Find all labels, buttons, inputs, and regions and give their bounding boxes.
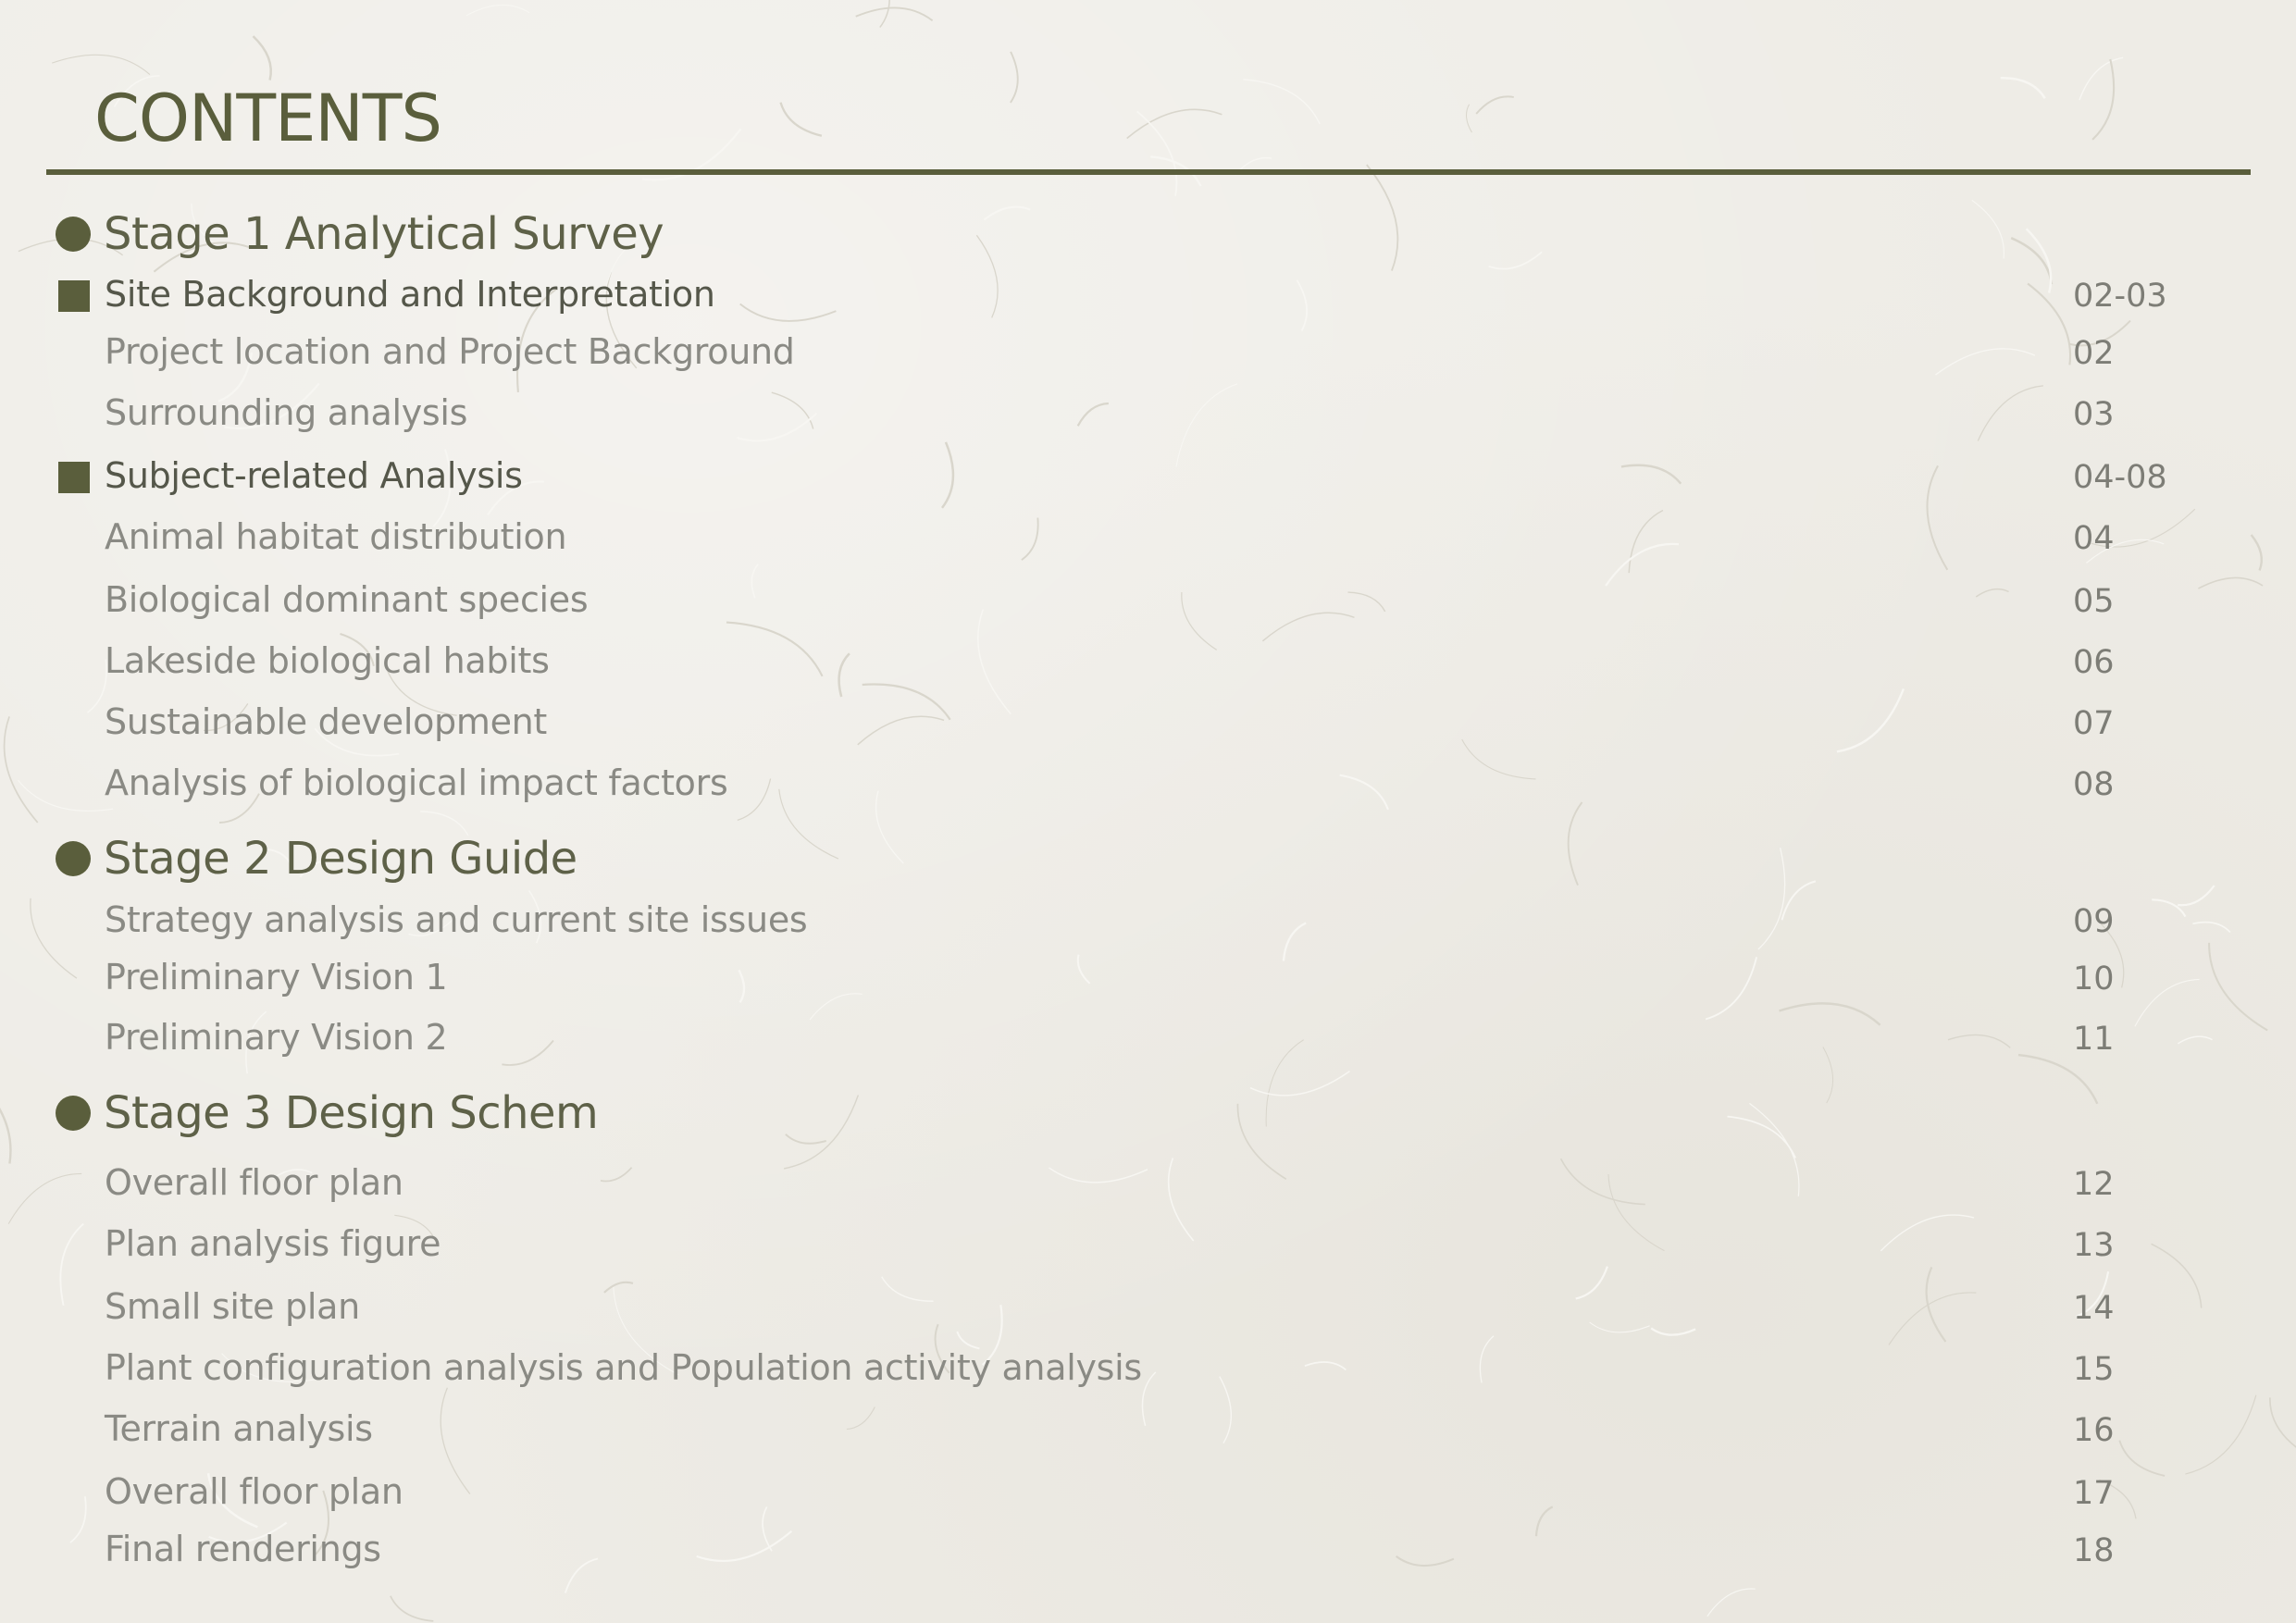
paper-fiber: [2252, 535, 2262, 571]
paper-fiber: [2028, 284, 2070, 365]
paper-fiber: [1536, 1506, 1553, 1536]
toc-entry-label: Animal habitat distribution: [105, 516, 567, 557]
toc-page-number: 11: [2073, 1021, 2115, 1058]
paper-fiber: [839, 653, 850, 697]
paper-fiber: [942, 442, 953, 508]
paper-fiber: [2027, 229, 2052, 292]
stage-heading-1[interactable]: [56, 202, 664, 266]
toc-page-number: 12: [2073, 1166, 2115, 1203]
paper-fiber: [1250, 1072, 1350, 1096]
paper-fiber: [1142, 1372, 1155, 1426]
paper-fiber: [1928, 465, 1948, 569]
paper-fiber: [1462, 739, 1536, 779]
paper-fiber: [1467, 105, 1472, 132]
paper-fiber: [8, 1173, 81, 1223]
paper-fiber: [254, 36, 271, 81]
paper-fiber: [1297, 280, 1307, 331]
paper-fiber: [1972, 200, 2004, 258]
paper-fiber: [565, 1559, 598, 1593]
paper-fiber: [2270, 1397, 2296, 1454]
stage-title: Stage 3 Design Schem: [104, 1087, 599, 1139]
toc-entry-label: Lakeside biological habits: [105, 640, 550, 681]
paper-fiber: [1182, 592, 1217, 650]
toc-entry-label: Overall floor plan: [105, 1471, 403, 1512]
paper-fiber: [1476, 96, 1514, 114]
paper-fiber: [772, 392, 813, 428]
paper-fiber: [1976, 589, 2008, 597]
toc-page-number: 13: [2073, 1227, 2115, 1264]
toc-page-number: 18: [2073, 1532, 2115, 1569]
paper-fiber: [738, 779, 771, 821]
paper-fiber: [1049, 1168, 1148, 1183]
paper-fiber: [1305, 1362, 1347, 1369]
paper-fiber: [2135, 979, 2200, 1026]
paper-fiber: [1758, 848, 1785, 949]
paper-fiber: [1576, 1267, 1607, 1299]
bullet-circle-icon: [56, 841, 91, 876]
paper-fiber: [1176, 384, 1237, 467]
toc-page-number: 02: [2073, 335, 2115, 372]
toc-page-number: 09: [2073, 903, 2115, 940]
paper-fiber: [2185, 1395, 2256, 1474]
toc-page-number: 08: [2073, 766, 2115, 803]
paper-fiber: [1480, 1336, 1494, 1383]
paper-fiber: [1266, 1040, 1304, 1127]
paper-fiber: [502, 1041, 553, 1065]
paper-fiber: [2079, 57, 2123, 100]
paper-fiber: [391, 1596, 433, 1621]
paper-fiber: [786, 1134, 826, 1144]
paper-fiber: [740, 304, 837, 321]
paper-fiber: [2198, 577, 2263, 588]
paper-fiber: [876, 791, 904, 863]
paper-fiber: [1608, 1174, 1665, 1251]
paper-fiber: [1621, 465, 1681, 484]
bullet-square-icon: [58, 462, 90, 493]
paper-fiber: [1606, 544, 1679, 586]
paper-fiber: [1948, 1035, 2010, 1047]
paper-fiber: [1011, 52, 1018, 103]
paper-fiber: [60, 1224, 83, 1306]
toc-page-number: 14: [2073, 1290, 2115, 1327]
toc-entry-label: Sustainable development: [105, 701, 548, 742]
paper-fiber: [1137, 111, 1177, 195]
paper-fiber: [779, 789, 838, 859]
paper-fiber: [858, 716, 944, 745]
paper-fiber: [2178, 1036, 2212, 1044]
bullet-square-icon: [58, 280, 90, 312]
toc-entry-label: Overall floor plan: [105, 1162, 403, 1203]
toc-entry-label: Site Background and Interpretation: [105, 274, 715, 315]
paper-fiber: [1837, 688, 1904, 751]
paper-fiber: [737, 414, 816, 441]
paper-fiber: [1022, 518, 1038, 561]
paper-fiber: [466, 5, 529, 15]
paper-fiber: [1348, 592, 1385, 612]
paper-fiber: [601, 1168, 632, 1182]
paper-fiber: [984, 207, 1030, 220]
paper-fiber: [978, 610, 1011, 714]
paper-fiber: [1782, 881, 1816, 920]
toc-entry-label: Small site plan: [105, 1286, 360, 1327]
paper-fiber: [1978, 386, 2043, 441]
paper-fiber: [5, 716, 38, 823]
paper-fiber: [31, 898, 77, 978]
toc-page-number: 02-03: [2073, 278, 2167, 315]
paper-fiber: [1284, 923, 1306, 961]
stage-heading-2[interactable]: [56, 826, 577, 891]
toc-entry-label: Biological dominant species: [105, 579, 589, 620]
paper-fiber: [1780, 1003, 1880, 1024]
paper-fiber: [751, 564, 758, 599]
paper-fiber: [976, 235, 998, 317]
toc-entry-label: Preliminary Vision 2: [105, 1017, 448, 1058]
toc-entry-label: Terrain analysis: [105, 1408, 373, 1449]
paper-fiber: [1728, 1117, 1796, 1158]
paper-fiber: [847, 1407, 875, 1430]
title-divider: [46, 169, 2251, 175]
paper-fiber: [2209, 943, 2267, 1031]
paper-fiber: [1629, 511, 1663, 574]
toc-page-number: 16: [2073, 1412, 2115, 1449]
toc-page-number: 04-08: [2073, 459, 2167, 496]
paper-fiber: [726, 623, 823, 676]
paper-fiber: [52, 55, 150, 74]
toc-entry-label: Preliminary Vision 1: [105, 957, 448, 997]
paper-fiber: [2001, 78, 2045, 98]
bullet-circle-icon: [56, 217, 91, 252]
paper-fiber: [1169, 1158, 1194, 1242]
paper-fiber: [810, 994, 863, 1020]
paper-fiber: [2119, 1441, 2165, 1476]
paper-fiber: [1340, 775, 1388, 810]
toc-entry-label: Plan analysis figure: [105, 1223, 441, 1264]
stage-title: Stage 1 Analytical Survey: [104, 208, 664, 260]
paper-fiber: [697, 1531, 792, 1561]
paper-fiber: [87, 660, 106, 713]
paper-fiber: [856, 7, 933, 20]
paper-fiber: [604, 1282, 633, 1293]
toc-page-number: 06: [2073, 644, 2115, 681]
paper-fiber: [880, 0, 889, 28]
paper-fiber: [1396, 1556, 1454, 1566]
toc-entry-label: Final renderings: [105, 1529, 381, 1569]
toc-entry-label: Strategy analysis and current site issues: [105, 899, 808, 940]
toc-entry-label: Project location and Project Background: [105, 331, 795, 372]
toc-entry-label: Subject-related Analysis: [105, 455, 523, 496]
bullet-circle-icon: [56, 1096, 91, 1131]
paper-fiber: [2152, 899, 2185, 916]
paper-fiber: [2152, 1244, 2202, 1307]
toc-page-number: 15: [2073, 1351, 2115, 1388]
paper-fiber: [1569, 802, 1582, 886]
paper-fiber: [1078, 403, 1109, 426]
toc-page-number: 05: [2073, 583, 2115, 620]
stage-heading-3[interactable]: [56, 1081, 598, 1146]
paper-fiber: [1651, 1328, 1695, 1334]
paper-fiber: [863, 685, 950, 720]
toc-page-number: 04: [2073, 520, 2115, 557]
paper-fiber: [2178, 886, 2215, 905]
paper-fiber: [738, 970, 744, 1002]
toc-page-number: 17: [2073, 1475, 2115, 1512]
paper-fiber: [784, 1096, 858, 1169]
paper-fiber: [2011, 238, 2052, 284]
paper-fiber: [1243, 80, 1320, 124]
paper-fiber: [763, 1507, 772, 1552]
paper-fiber: [781, 103, 822, 136]
paper-fiber: [2092, 59, 2114, 140]
paper-fiber: [1823, 1047, 1833, 1104]
toc-entry-label: Surrounding analysis: [105, 392, 468, 433]
toc-entry-label: Analysis of biological impact factors: [105, 762, 728, 803]
toc-page-number: 07: [2073, 705, 2115, 742]
paper-fiber: [1262, 613, 1354, 641]
paper-fiber: [70, 1496, 86, 1542]
paper-fiber: [1561, 1158, 1645, 1204]
page-title: CONTENTS: [94, 81, 441, 156]
paper-fiber: [882, 1277, 934, 1302]
paper-fiber: [1707, 1589, 1756, 1617]
paper-fiber: [1706, 957, 1756, 1019]
paper-fiber: [1367, 165, 1398, 271]
paper-fiber: [1936, 349, 2035, 375]
toc-page-number: 03: [2073, 396, 2115, 433]
paper-fiber: [2192, 923, 2230, 933]
paper-fiber: [1590, 1322, 1650, 1332]
paper-fiber: [1078, 955, 1090, 984]
paper-fiber: [1237, 1104, 1285, 1180]
toc-page-number: 10: [2073, 960, 2115, 997]
paper-fiber: [1489, 252, 1543, 268]
stage-title: Stage 2 Design Guide: [104, 833, 577, 885]
paper-fiber: [441, 1388, 470, 1494]
toc-entry-label: Plant configuration analysis and Population activity analysis: [105, 1347, 1142, 1388]
paper-fiber: [0, 1069, 10, 1164]
paper-fiber: [1880, 1215, 1974, 1251]
paper-fiber: [1220, 1377, 1232, 1443]
paper-fiber: [1127, 109, 1222, 138]
paper-fiber: [19, 780, 114, 811]
